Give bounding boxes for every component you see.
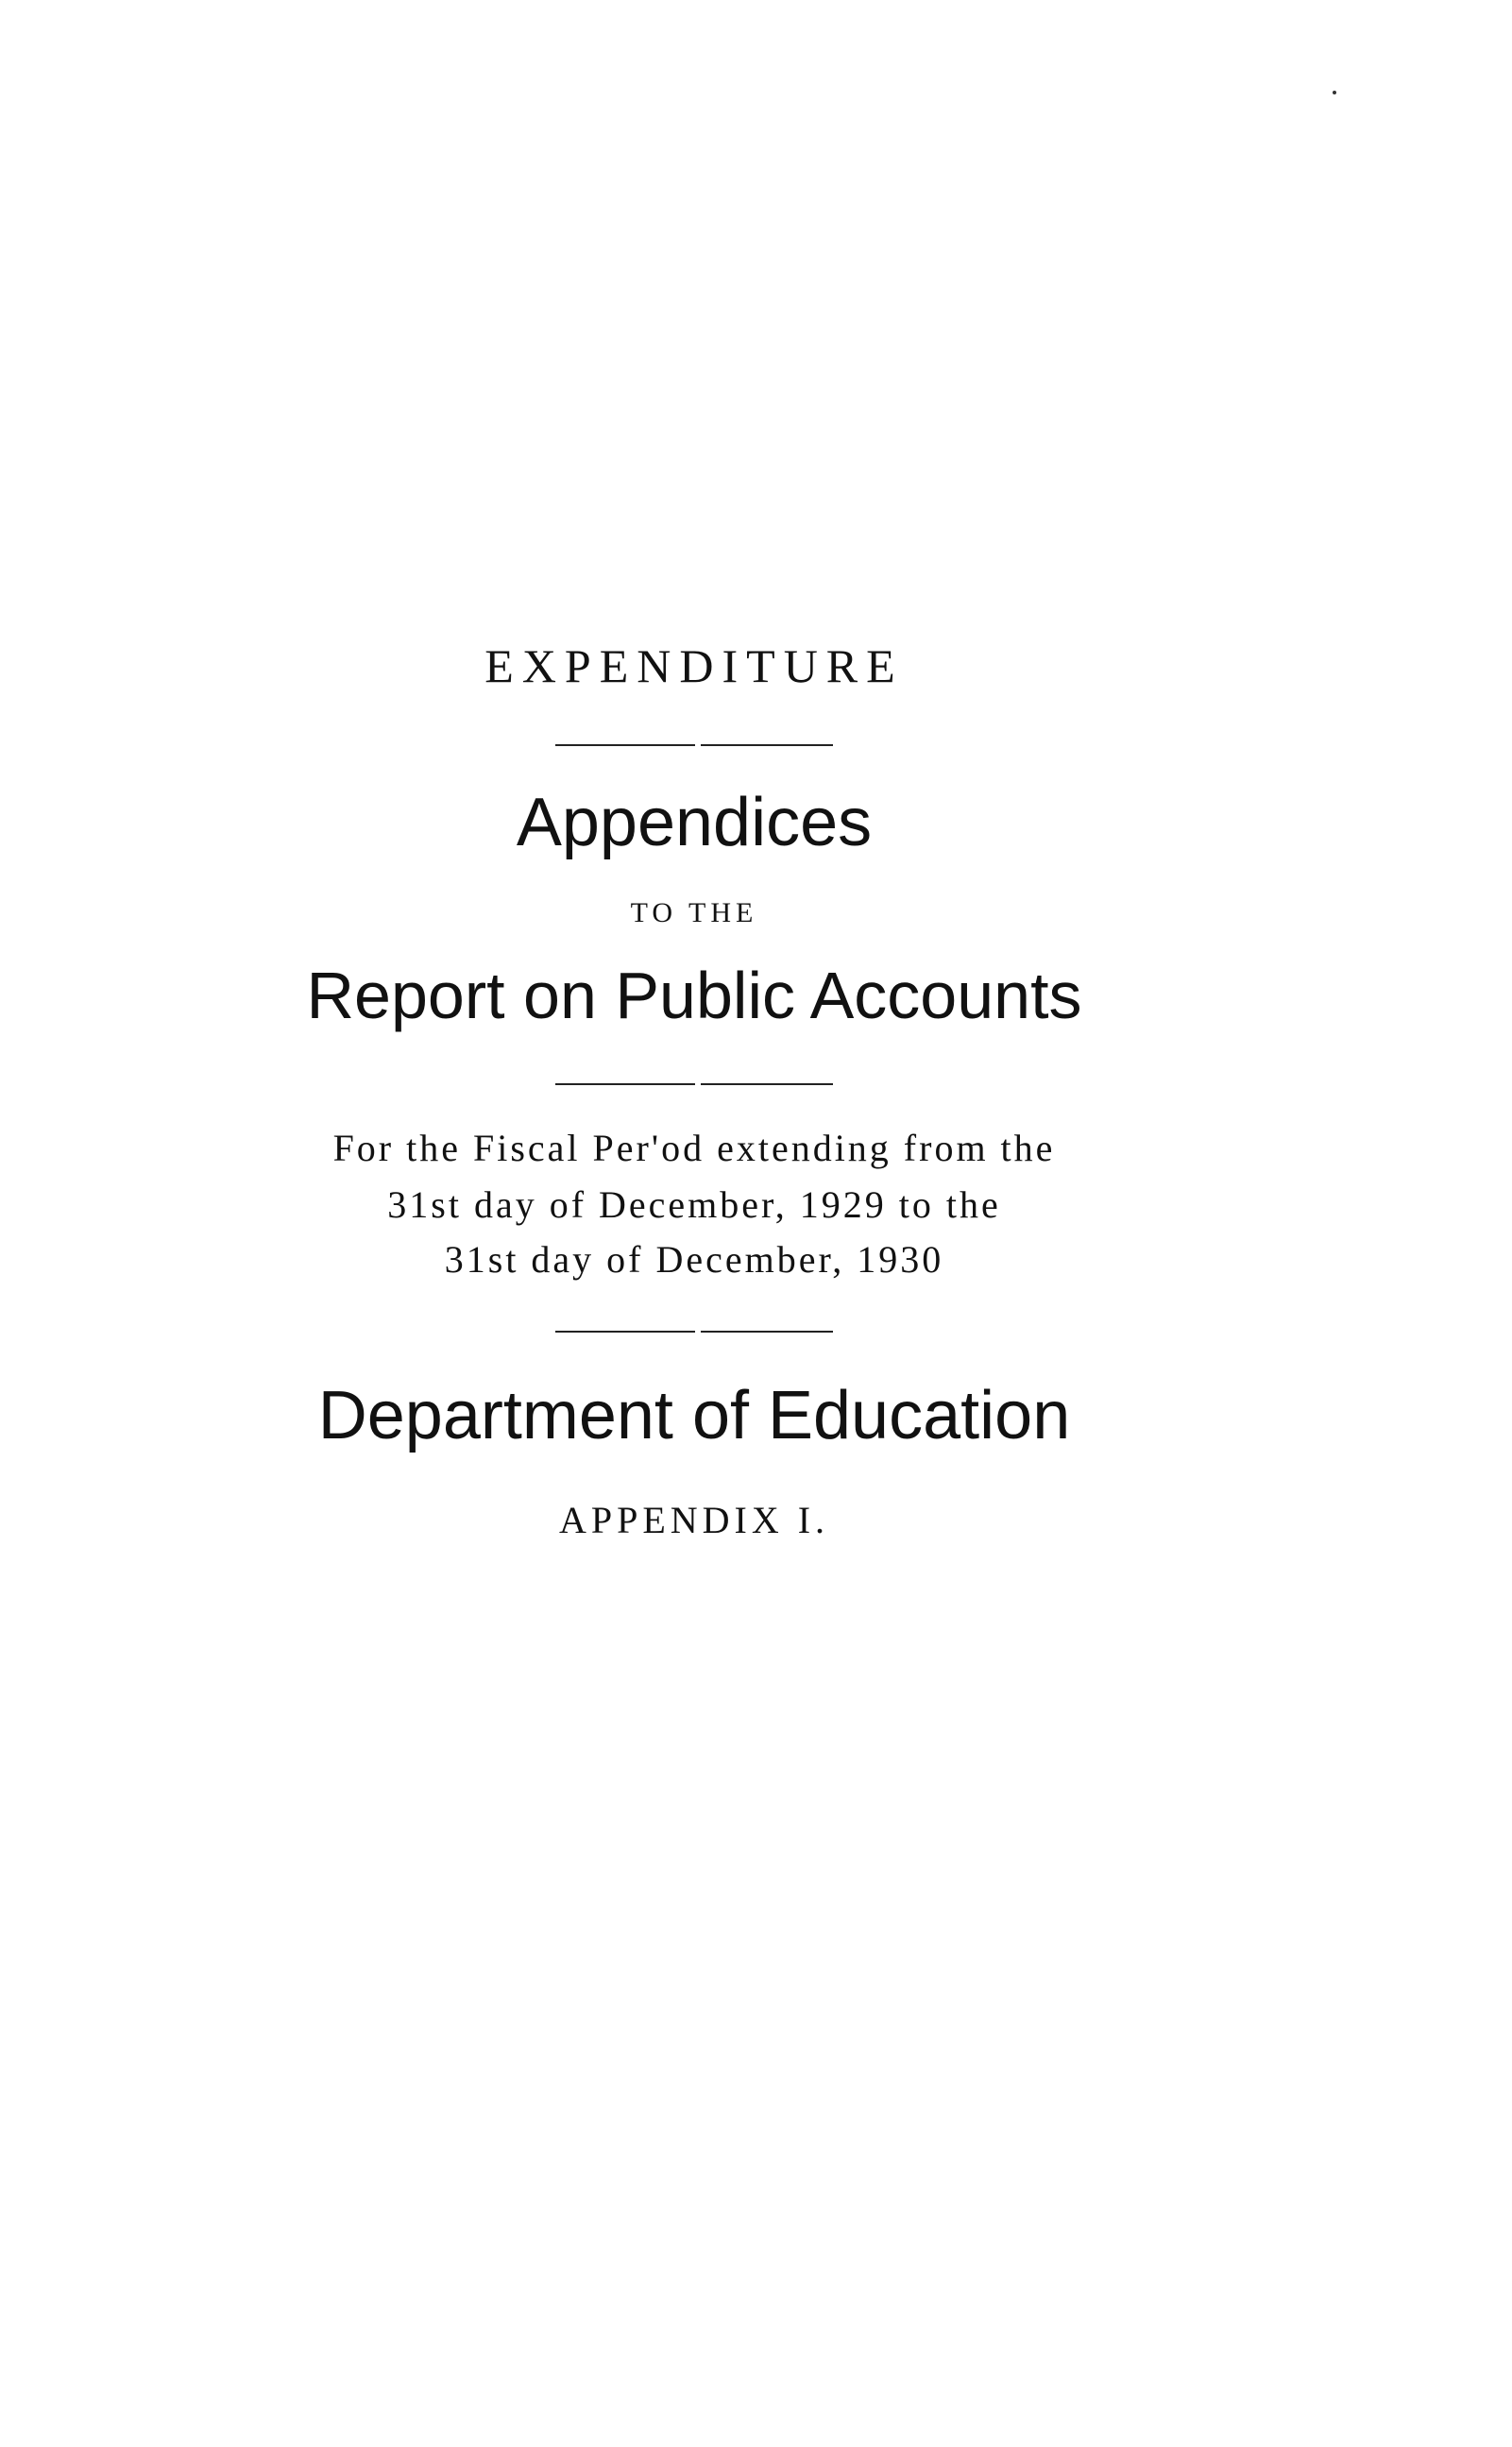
department-title: Department of Education [317,1378,1071,1453]
heading-expenditure: EXPENDITURE [484,639,904,692]
divider-rule [701,744,833,746]
report-title: Report on Public Accounts [306,959,1082,1032]
fiscal-period-line-3: 31st day of December, 1930 [444,1238,944,1281]
fiscal-period-line-1: For the Fiscal Per'od extending from the [332,1127,1056,1169]
divider-rule [555,1083,695,1085]
to-the-label: TO THE [630,897,758,928]
divider-rule [555,1331,695,1333]
appendix-number: APPENDIX I. [558,1499,830,1541]
scan-speck [1333,91,1336,94]
divider-rule [555,744,695,746]
divider-rule [701,1083,833,1085]
appendices-title: Appendices [516,785,873,860]
divider-rule [701,1331,833,1333]
fiscal-period-line-2: 31st day of December, 1929 to the [387,1183,1001,1226]
